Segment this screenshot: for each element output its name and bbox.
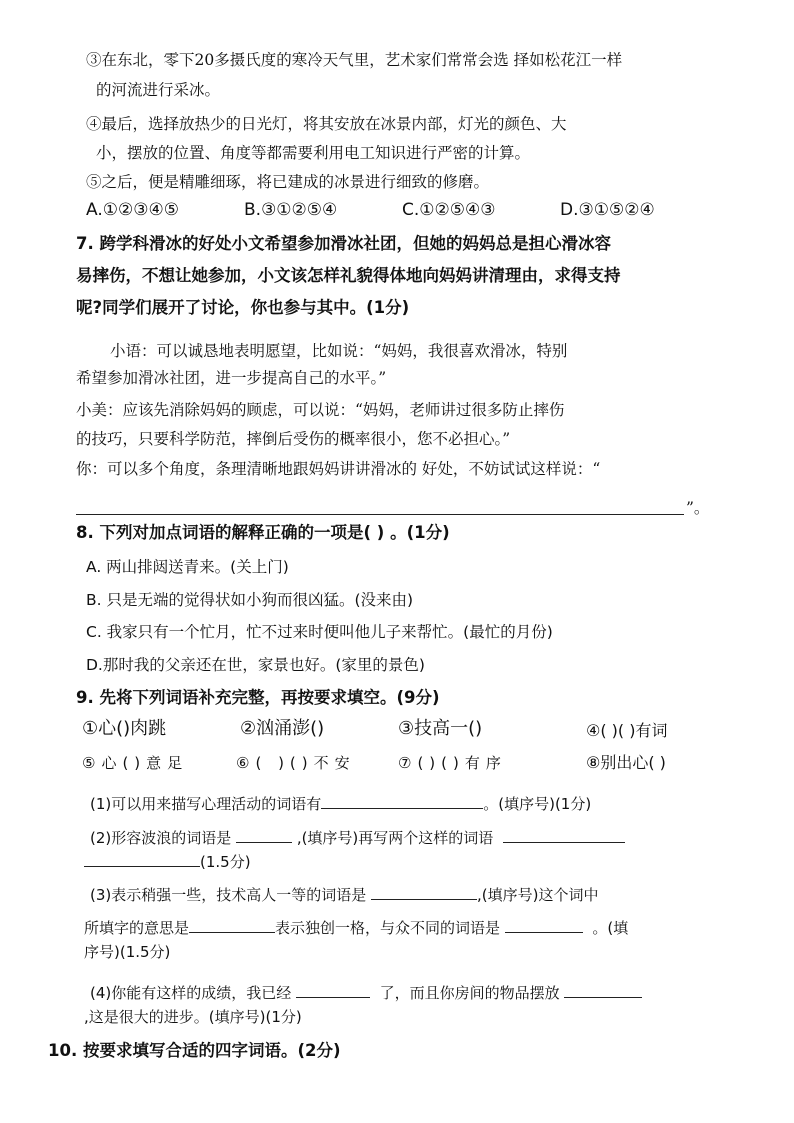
q6-option-a: A.①②③④⑤: [86, 200, 179, 220]
q9-word-7: ⑦()()有序: [398, 754, 507, 772]
q8-title: 8. 下列对加点词语的解释正确的一项是( ) 。(1分): [76, 523, 450, 542]
q9-part-3-text-3: 表示独创一格，与众不同的词语是: [275, 919, 501, 937]
q7-answer-blank[interactable]: [76, 514, 684, 515]
q6-option-d: D.③①⑤②④: [560, 200, 655, 220]
q10-title: 10. 按要求填写合适的四字词语。(2分): [48, 1041, 341, 1060]
q7-title-line-3: 呢?同学们展开了讨论，你也参与其中。(1分): [76, 298, 410, 317]
q9-part-3-text: (3)表示稍强一些，技术高人一等的词语是: [90, 886, 367, 904]
q9-part-1-suffix: 。(填序号)(1分): [483, 795, 592, 813]
q9-word-5: ⑤心()意足: [82, 754, 189, 772]
q9-word-1: ①心()肉跳: [82, 718, 167, 739]
q8-option-c: C. 我家只有一个忙月，忙不过来时便叫他儿子来帮忙。(最忙的月份): [86, 623, 553, 641]
q9-part-3-line-2: [84, 916, 628, 939]
q7-xiaoyu-line-2: 希望参加滑冰社团，进一步提高自己的水平。”: [76, 369, 387, 387]
q9-part-4-text: (4)你能有这样的成绩，我已经: [90, 984, 292, 1002]
q9-part-4-blank-2[interactable]: [564, 981, 642, 998]
q9-part-3: [90, 883, 599, 906]
q8-option-b: B. 只是无端的觉得状如小狗而很凶猛。(没来由): [86, 591, 414, 609]
q8-option-a: A. 两山排闼送青来。(关上门): [86, 558, 289, 576]
step-4-line-2: 小，摆放的位置、角度等都需要利用电工知识进行严密的计算。: [96, 144, 531, 162]
q7-xiaoyu-line-1: 小语：可以诚恳地表明愿望，比如说：“妈妈，我很喜欢滑冰，特别: [110, 342, 568, 360]
q7-xiaomei-line-2: 的技巧，只要科学防范，摔倒后受伤的概率很小，您不必担心。”: [76, 430, 511, 448]
q7-you-line: 你：可以多个角度，条理清晰地跟妈妈讲讲滑冰的 好处，不妨试试这样说：“: [76, 460, 601, 478]
q9-part-3-text-2: 所填字的意思是: [84, 919, 190, 937]
q9-part-4-blank-1[interactable]: [296, 981, 370, 998]
q9-part-4: [90, 981, 642, 1004]
q9-word-2: ②汹涌澎(): [240, 718, 325, 739]
q9-word-6: ⑥( )()不安: [236, 754, 356, 772]
q9-part-3-blank-1[interactable]: [371, 883, 477, 900]
q9-part-1: [90, 792, 591, 815]
q9-word-8: ⑧别出心( ): [586, 753, 666, 772]
q7-title-line-2: 易摔伤，不想让她参加，小文该怎样礼貌得体地向妈妈讲清理由，求得支持: [76, 266, 621, 285]
q9-part-3-blank-3[interactable]: [505, 916, 583, 933]
q9-part-2-text: (2)形容波浪的词语是: [90, 829, 232, 847]
q9-word-3: ③技高一(): [398, 718, 483, 739]
q9-part-2-blank-3[interactable]: [84, 850, 200, 867]
q8-option-d: D.那时我的父亲还在世，家景也好。(家里的景色): [86, 656, 425, 674]
q9-part-3-text-4: 。(填: [592, 919, 629, 937]
step-4-line-1: ④最后，选择放热少的日光灯，将其安放在冰景内部，灯光的颜色、大: [86, 115, 567, 133]
q9-part-2-mid: ,(填序号)再写两个这样的词语: [296, 829, 494, 847]
q9-part-2: [90, 826, 625, 849]
q9-part-1-blank[interactable]: [321, 792, 483, 809]
q9-part-4-line-2: ,这是很大的进步。(填序号)(1分): [84, 1008, 302, 1026]
q9-part-3-blank-2[interactable]: [189, 916, 275, 933]
q9-part-4-mid: 了，而且你房间的物品摆放: [379, 984, 560, 1002]
step-3-line-1: ③在东北，零下20多摄氏度的寒冷天气里，艺术家们常常会选 择如松花江一样: [86, 51, 623, 69]
q9-title: 9. 先将下列词语补充完整，再按要求填空。(9分): [76, 688, 440, 707]
q9-part-2-score: (1.5分): [200, 853, 251, 871]
q6-option-c: C.①②⑤④③: [402, 200, 496, 220]
q9-word-4: ④( )( )有词: [586, 721, 668, 740]
q9-part-3-mid: ,(填序号)这个词中: [477, 886, 599, 904]
q7-closing-quote: ”。: [686, 499, 710, 517]
q7-title-line-1: 7. 跨学科滑冰的好处小文希望参加滑冰社团，但她的妈妈总是担心滑冰容: [76, 234, 611, 253]
q9-part-2-blank-2[interactable]: [503, 826, 625, 843]
step-5-line: ⑤之后，便是精雕细琢，将已建成的冰景进行细致的修磨。: [86, 173, 490, 191]
q9-part-2-line-2: [84, 850, 251, 873]
q9-part-2-blank-1[interactable]: [236, 826, 292, 843]
q9-part-1-text: (1)可以用来描写心理活动的词语有: [90, 795, 322, 813]
step-3-line-2: 的河流进行采冰。: [96, 81, 221, 99]
q6-option-b: B.③①②⑤④: [244, 200, 338, 220]
q9-part-3-line-3: 序号)(1.5分): [84, 943, 171, 961]
q7-xiaomei-line-1: 小美：应该先消除妈妈的顾虑，可以说：“妈妈，老师讲过很多防止摔伤: [76, 401, 565, 419]
